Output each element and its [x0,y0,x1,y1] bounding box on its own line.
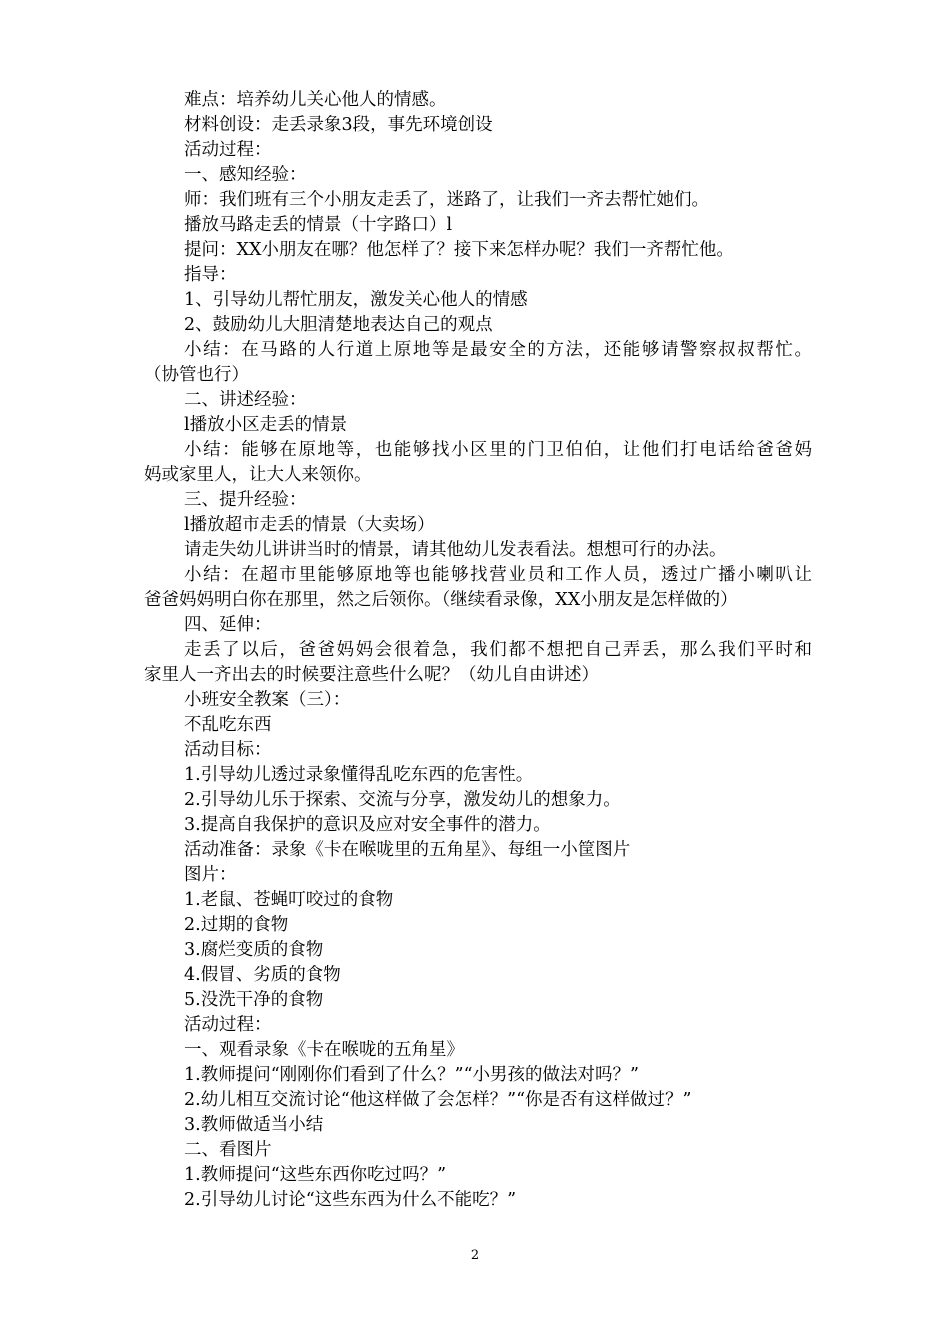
text-line: 不乱吃东西 [184,715,272,735]
text-line: 1、引导幼儿帮忙朋友，激发关心他人的情感 [184,290,528,310]
text-line: 三、提升经验： [184,490,307,510]
text-line: 材料创设：走丢录象3段，事先环境创设 [184,115,493,135]
document-body [144,88,812,1213]
text-line: l播放小区走丢的情景 [184,415,348,435]
text-line: 3.教师做适当小结 [184,1115,324,1135]
text-line: 1.老鼠、苍蝇叮咬过的食物 [184,890,394,910]
text-line: 小结：在超市里能够原地等也能够找营业员和工作人员，透过广播小喇叭让 [184,565,812,585]
text-line: 提问：XX小朋友在哪？他怎样了？接下来怎样办呢？我们一齐帮忙他。 [184,240,734,260]
text-line: 活动准备：录象《卡在喉咙里的五角星》、每组一小筐图片 [184,840,631,860]
text-line: 2.过期的食物 [184,915,289,935]
text-line: 1.教师提问“刚刚你们看到了什么？”“小男孩的做法对吗？” [184,1065,639,1085]
text-line: 二、看图片 [184,1140,272,1160]
text-line: 活动目标： [184,740,272,760]
text-line: 4.假冒、劣质的食物 [184,965,341,985]
text-line: 家里人一齐出去的时候要注意些什么呢？（幼儿自由讲述） [144,665,599,685]
text-line: 小结：在马路的人行道上原地等是最安全的方法，还能够请警察叔叔帮忙。 [184,340,812,360]
text-line: 小结：能够在原地等，也能够找小区里的门卫伯伯，让他们打电话给爸爸妈 [184,440,812,460]
text-line: 1.教师提问“这些东西你吃过吗？” [184,1165,447,1185]
text-line: 指导： [184,265,237,285]
text-line: 2.引导幼儿讨论“这些东西为什么不能吃？” [184,1190,517,1210]
page-number: 2 [470,1248,480,1263]
text-line: 二、讲述经验： [184,390,307,410]
text-line: 活动过程： [184,1015,272,1035]
text-line: 3.腐烂变质的食物 [184,940,324,960]
text-line: 活动过程： [184,140,272,160]
text-line: 一、观看录象《卡在喉咙的五角星》 [184,1040,464,1060]
text-line: 爸爸妈妈明白你在那里，然之后领你。（继续看录像，XX小朋友是怎样做的） [144,590,738,610]
text-line: 一、感知经验： [184,165,307,185]
text-line: 师：我们班有三个小朋友走丢了，迷路了，让我们一齐去帮忙她们。 [184,190,709,210]
text-line: 小班安全教案（三）： [184,690,351,710]
text-line: 难点：培养幼儿关心他人的情感。 [184,90,447,110]
text-line: 四、延伸： [184,615,272,635]
text-line: （协管也行） [144,365,249,385]
text-line: 2.幼儿相互交流讨论“他这样做了会怎样？”“你是否有这样做过？” [184,1090,692,1110]
text-line: 3.提高自我保护的意识及应对安全事件的潜力。 [184,815,551,835]
text-line: 图片： [184,865,237,885]
text-line: 走丢了以后，爸爸妈妈会很着急，我们都不想把自己弄丢，那么我们平时和 [184,640,812,660]
text-line: 1.引导幼儿透过录象懂得乱吃东西的危害性。 [184,765,534,785]
text-line: 5.没洗干净的食物 [184,990,324,1010]
text-line: 妈或家里人，让大人来领你。 [144,465,372,485]
text-line: l播放超市走丢的情景（大卖场） [184,515,435,535]
text-line: 2.引导幼儿乐于探索、交流与分享，激发幼儿的想象力。 [184,790,621,810]
text-line: 播放马路走丢的情景（十字路口）l [184,215,453,235]
text-line: 2、鼓励幼儿大胆清楚地表达自己的观点 [184,315,493,335]
text-line: 请走失幼儿讲讲当时的情景，请其他幼儿发表看法。想想可行的办法。 [184,540,727,560]
